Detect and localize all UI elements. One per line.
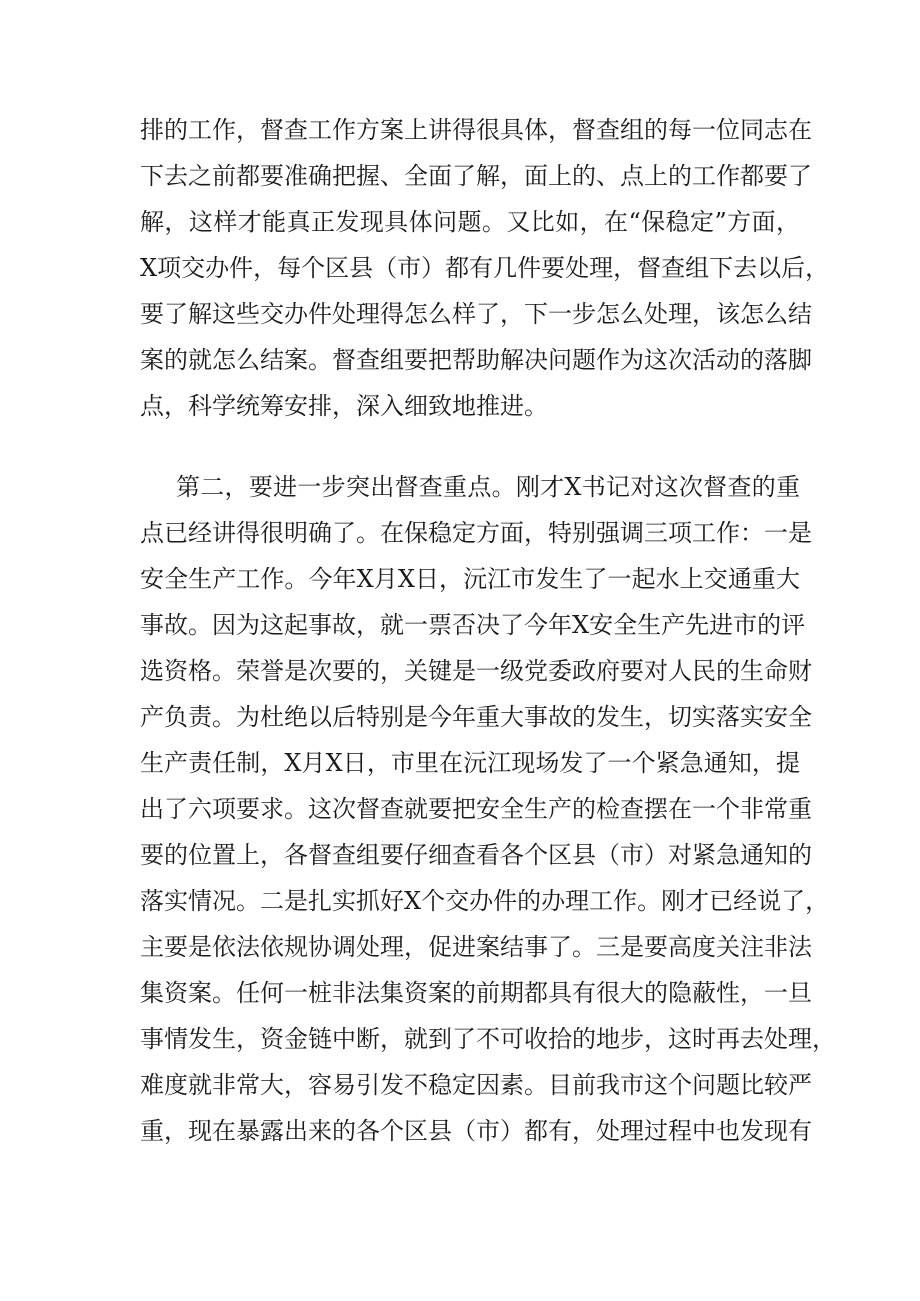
- paragraph-line: 案的就怎么结案。督查组要把帮助解决问题作为这次活动的落脚: [140, 346, 812, 374]
- paragraph-line: 事故。因为这起事故，就一票否决了今年X安全生产先进市的评: [140, 611, 806, 639]
- paragraph-line: 第二，要进一步突出督查重点。刚才X书记对这次督查的重: [176, 473, 800, 501]
- paragraph-line: 集资案。任何一桩非法集资案的前期都具有很大的隐蔽性，一旦: [140, 979, 812, 1007]
- paragraph-line: 难度就非常大，容易引发不稳定因素。目前我市这个问题比较严: [140, 1071, 812, 1099]
- paragraph-line: 要的位置上，各督查组要仔细查看各个区县（市）对紧急通知的: [140, 841, 812, 869]
- paragraph-line: X项交办件，每个区县（市）都有几件要处理，督查组下去以后，: [140, 254, 830, 282]
- paragraph-line: 点已经讲得很明确了。在保稳定方面，特别强调三项工作：一是: [140, 519, 812, 547]
- paragraph-line: 重，现在暴露出来的各个区县（市）都有，处理过程中也发现有: [140, 1117, 812, 1145]
- paragraph-2: [140, 464, 836, 1154]
- paragraph-line: 下去之前都要准确把握、全面了解，面上的、点上的工作都要了: [140, 162, 812, 190]
- paragraph-line: 事情发生，资金链中断，就到了不可收拾的地步，这时再去处理，: [140, 1025, 836, 1053]
- paragraph-1: [140, 107, 830, 429]
- paragraph-line: 产负责。为杜绝以后特别是今年重大事故的发生，切实落实安全: [140, 703, 812, 731]
- paragraph-line: 解，这样才能真正发现具体问题。又比如，在“保稳定”方面，: [140, 208, 800, 236]
- paragraph-line: 生产责任制，X月X日，市里在沅江现场发了一个紧急通知，提: [140, 749, 800, 777]
- paragraph-line: 选资格。荣誉是次要的，关键是一级党委政府要对人民的生命财: [140, 657, 812, 685]
- paragraph-line: 点，科学统筹安排，深入细致地推进。: [140, 392, 548, 420]
- paragraph-line: 要了解这些交办件处理得怎么样了，下一步怎么处理，该怎么结: [140, 300, 812, 328]
- paragraph-line: 安全生产工作。今年X月X日，沅江市发生了一起水上交通重大: [140, 565, 800, 593]
- paragraph-line: 主要是依法依规协调处理，促进案结事了。三是要高度关注非法: [140, 933, 812, 961]
- paragraph-line: 排的工作，督查工作方案上讲得很具体，督查组的每一位同志在: [140, 116, 812, 144]
- paragraph-line: 落实情况。二是扎实抓好X个交办件的办理工作。刚才已经说了，: [140, 887, 830, 915]
- paragraph-line: 出了六项要求。这次督查就要把安全生产的检查摆在一个非常重: [140, 795, 812, 823]
